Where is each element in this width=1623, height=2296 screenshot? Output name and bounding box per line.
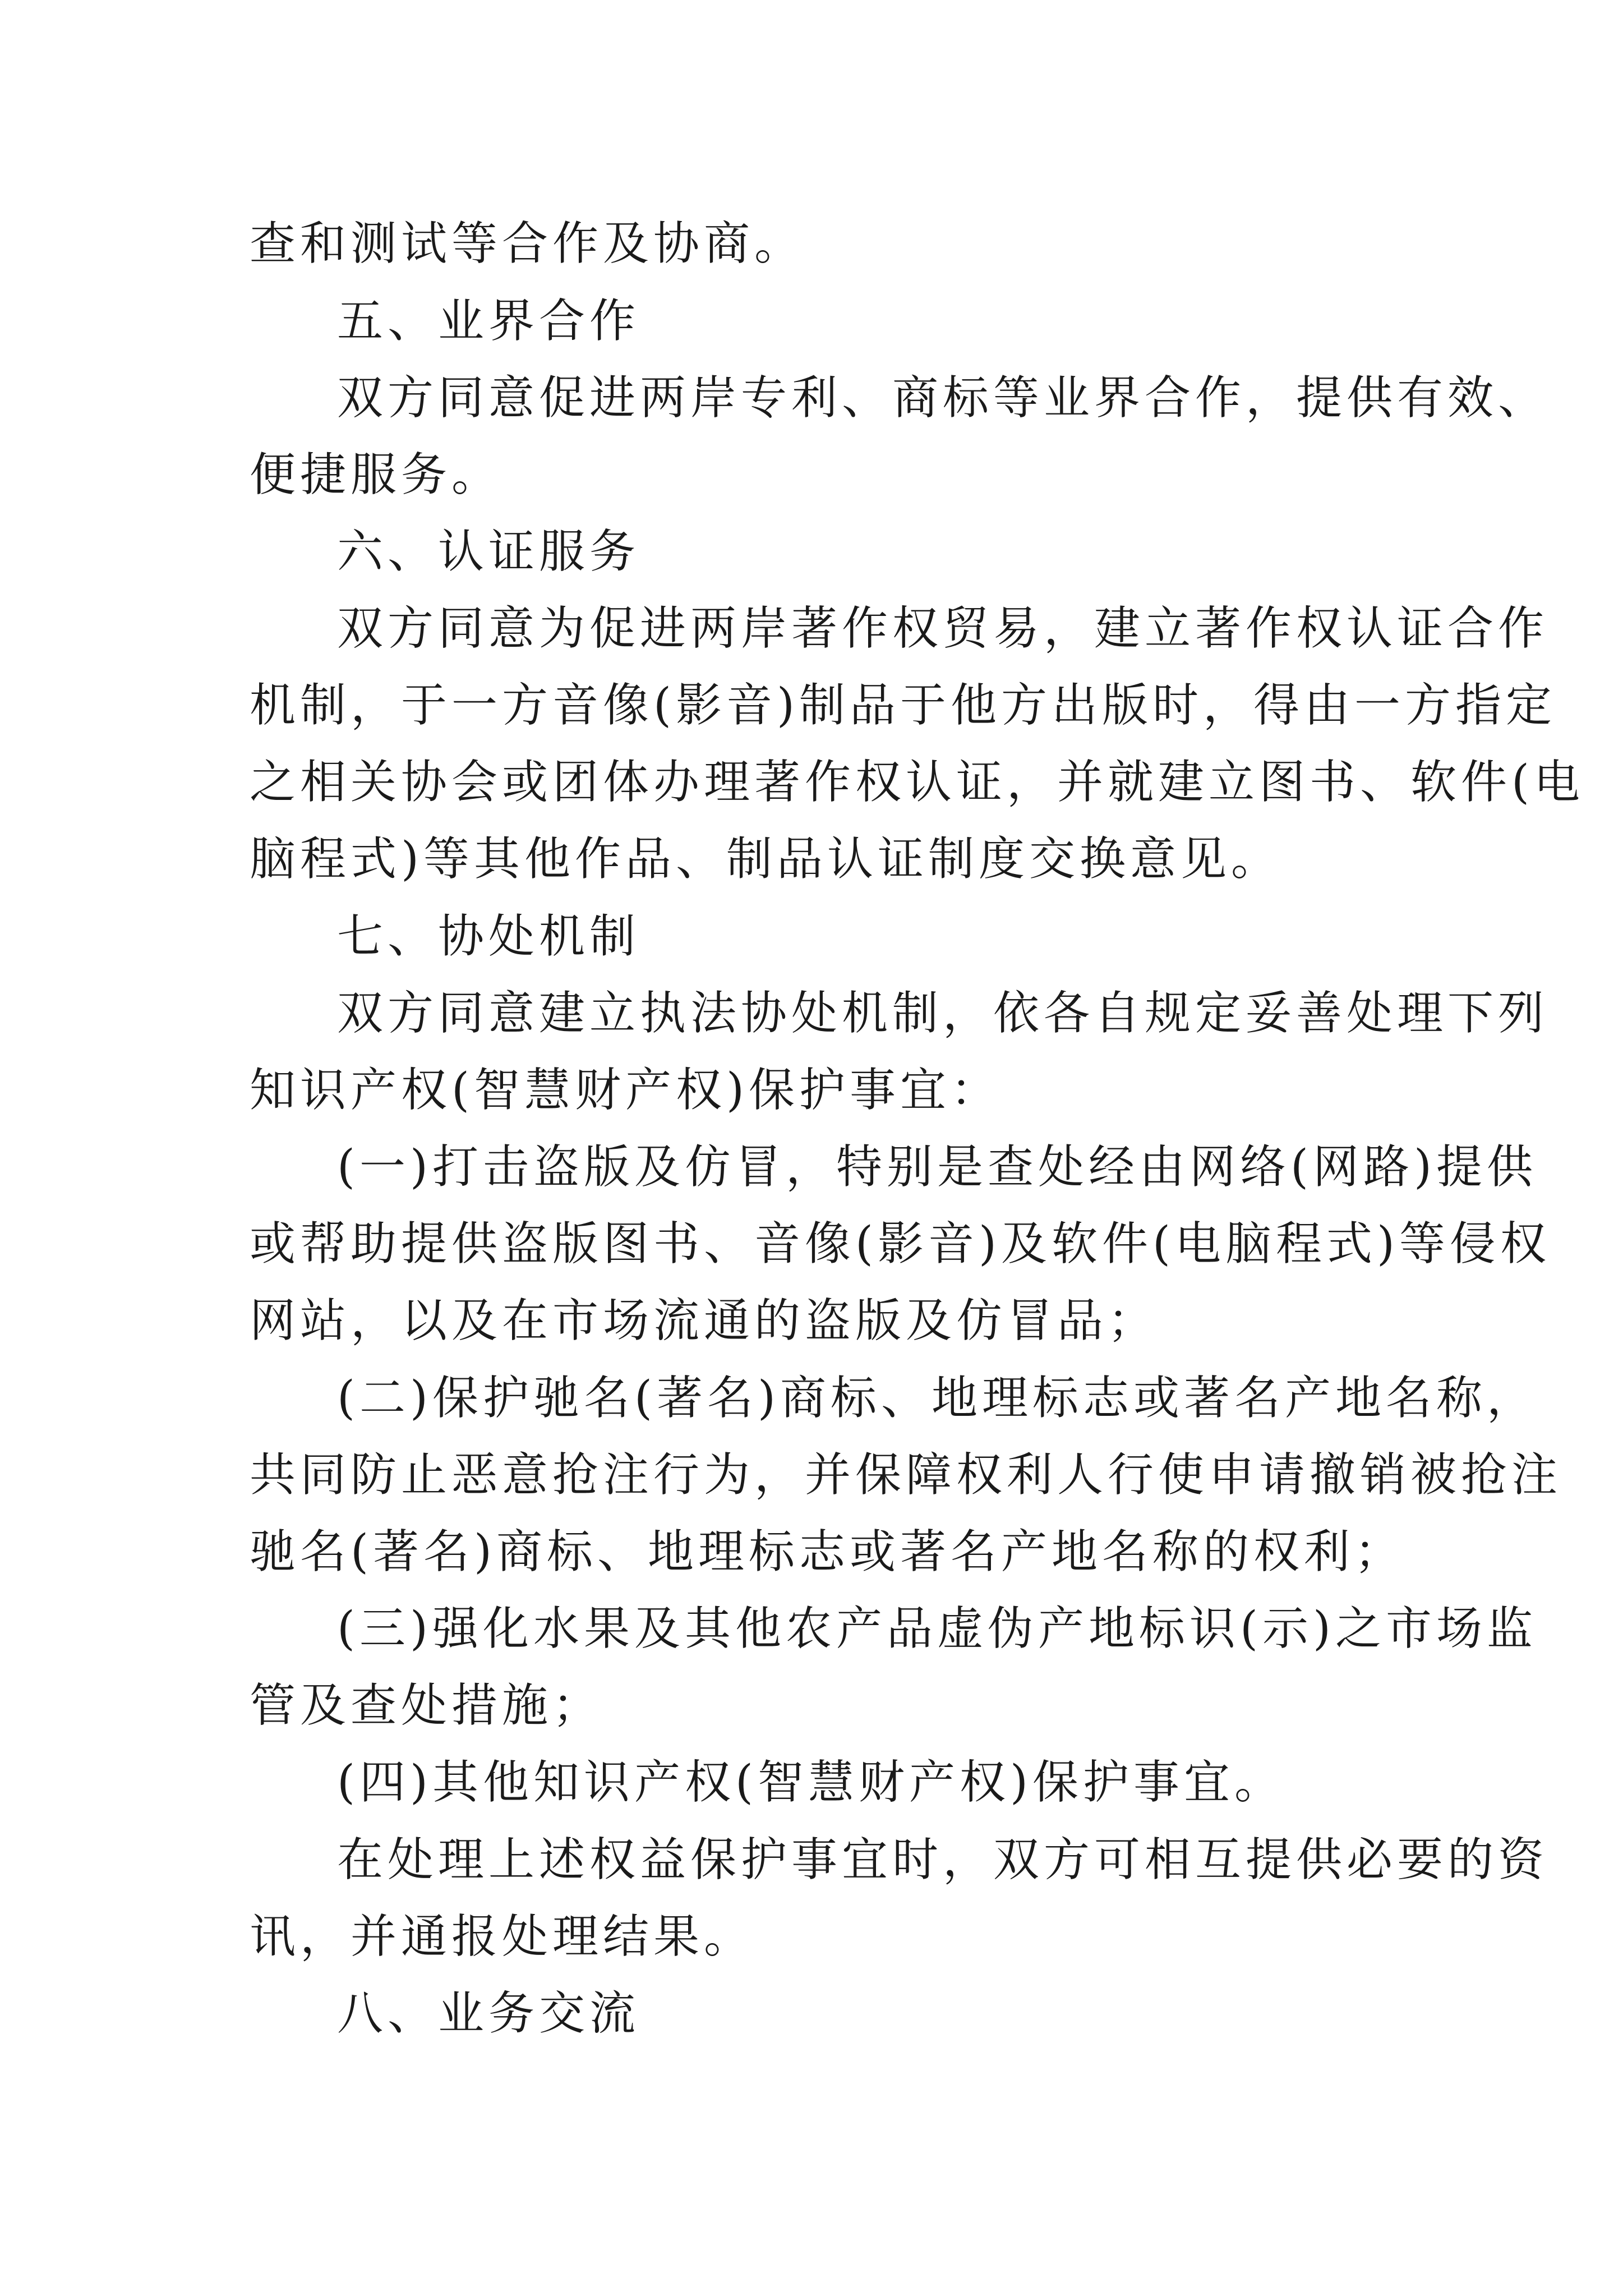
text-line: 之相关协会或团体办理著作权认证，并就建立图书、软件(电 xyxy=(250,756,1584,809)
text-line: 讯，并通报处理结果。 xyxy=(250,1910,755,1963)
text-line: 机制，于一方音像(影音)制品于他方出版时，得由一方指定 xyxy=(250,679,1556,732)
list-item-line: (一)打击盗版及仿冒，特别是查处经由网络(网路)提供 xyxy=(337,1140,1537,1194)
text-line: 便捷服务。 xyxy=(250,448,502,501)
text-line: 在处理上述权益保护事宜时，双方可相互提供必要的资 xyxy=(337,1833,1549,1887)
list-item-line: (二)保护驰名(著名)商标、地理标志或著名产地名称， xyxy=(337,1372,1537,1425)
list-item-line: 网站，以及在市场流通的盗版及仿冒品； xyxy=(250,1294,1159,1347)
list-item-line: (三)强化水果及其他农产品虚伪产地标识(示)之市场监 xyxy=(337,1602,1537,1655)
text-line: 双方同意为促进两岸著作权贸易，建立著作权认证合作 xyxy=(337,602,1549,655)
text-line: 脑程式)等其他作品、制品认证制度交换意见。 xyxy=(250,832,1281,886)
section-heading: 七、协处机制 xyxy=(337,910,640,963)
list-item-line: 管及查处措施； xyxy=(250,1679,603,1732)
list-item-line: (四)其他知识产权(智慧财产权)保护事宜。 xyxy=(337,1756,1285,1809)
text-line: 查和测试等合作及协商。 xyxy=(250,217,805,270)
list-item-line: 或帮助提供盗版图书、音像(影音)及软件(电脑程式)等侵权 xyxy=(250,1217,1551,1271)
text-line: 双方同意促进两岸专利、商标等业界合作，提供有效、 xyxy=(337,371,1549,425)
section-heading: 五、业界合作 xyxy=(337,295,640,348)
list-item-line: 驰名(著名)商标、地理标志或著名产地名称的权利； xyxy=(250,1525,1405,1579)
section-heading: 六、认证服务 xyxy=(337,525,640,578)
section-heading: 八、业务交流 xyxy=(337,1987,640,2040)
text-line: 知识产权(智慧财产权)保护事宜： xyxy=(250,1064,1001,1117)
text-line: 双方同意建立执法协处机制，依各自规定妥善处理下列 xyxy=(337,987,1549,1040)
list-item-line: 共同防止恶意抢注行为，并保障权利人行使申请撤销被抢注 xyxy=(250,1448,1562,1502)
